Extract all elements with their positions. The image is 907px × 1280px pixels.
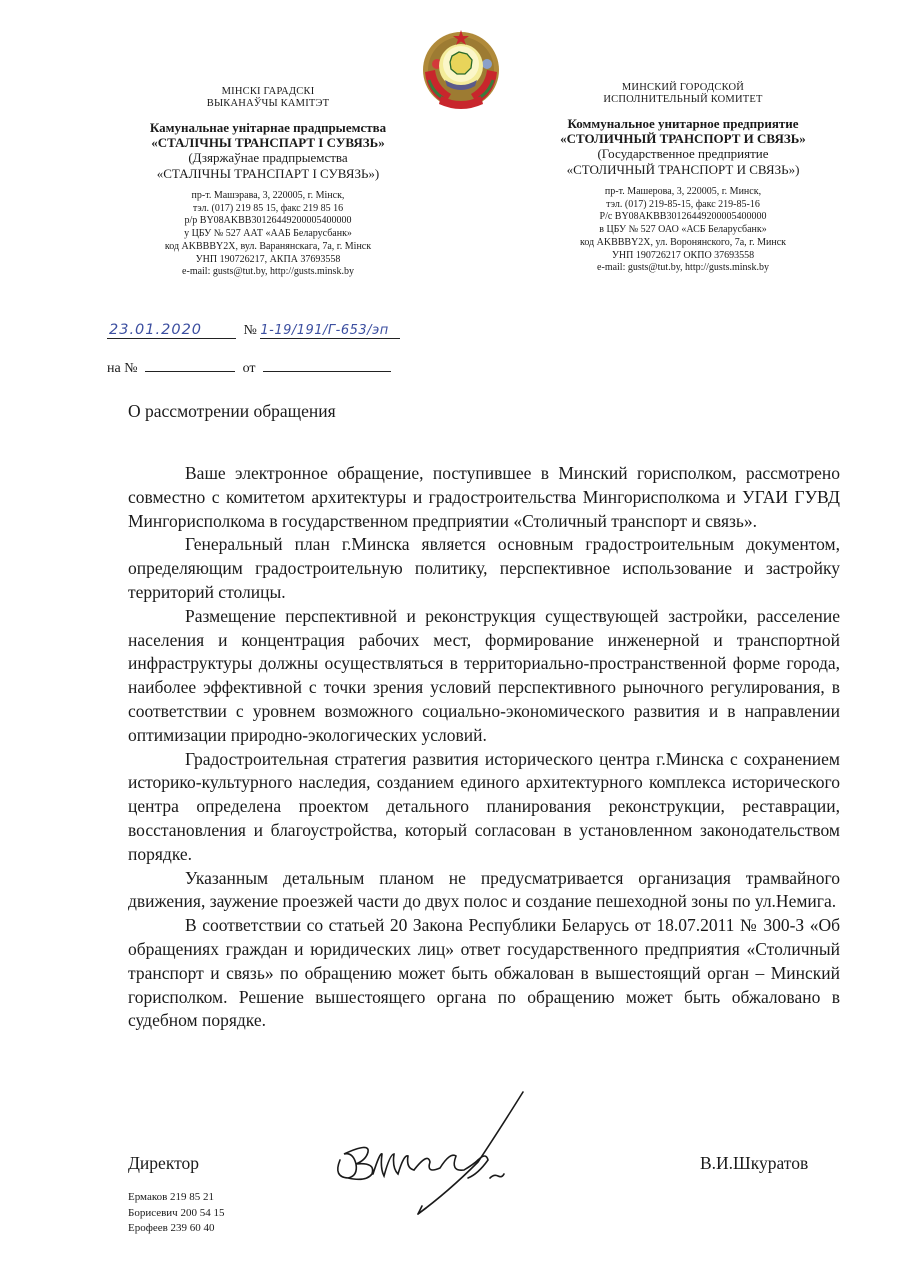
address-line: в ЦБУ № 527 ОАО «АСБ Беларусбанк»	[599, 224, 767, 236]
entity-name-line2: «СТАЛІЧНЫ ТРАНСПАРТ І СУВЯЗЬ»	[151, 135, 385, 151]
reply-date-field	[263, 357, 391, 372]
body-paragraph: Размещение перспективной и реконструкция существующей застройки, расселение населения и концентрация рабочих мест, формирование инженерной и транспортной инфраструктуры должны осуществляться в территориально-пространственной форме города, наиболее эффективной с точки зрения условий перспективного рыночного регулирования, в соответствии с уровнем возможного социально-экономического развития и в направлении оптимизации природно-экологических условий.	[128, 605, 840, 745]
registration-date: 23.01.2020	[107, 322, 236, 339]
body-paragraph: В соответствии со статьей 20 Закона Республики Беларусь от 18.07.2011 № 300-З «Об обращениях граждан и юридических лиц» ответ государственного предприятия «Столичный транспорт и связь» по обращению может быть обжалован в вышестоящий орган – Минский горисполком. Решение вышестоящего органа по обращению может быть обжаловано в судебном порядке.	[128, 915, 840, 1031]
address-line: код AKBBBY2X, ул. Воронянского, 7а, г. Минск	[579, 236, 786, 248]
signer-name: В.И.Шкуратов	[700, 1153, 809, 1173]
address-line: пр-т. Машерова, 3, 220005, г. Минск,	[604, 186, 762, 198]
address-line: УНП 190726217 ОКПО 37693558	[611, 249, 755, 261]
reply-number-field	[145, 357, 235, 372]
address-block	[523, 186, 843, 275]
contact-item: Ерофеев 239 60 40	[128, 1222, 215, 1234]
handwritten-signature-icon	[318, 1082, 548, 1222]
body-paragraph: Указанным детальным планом не предусматривается организация трамвайного движения, заужение проезжей части до двух полос и создание пешеходной зоны по ул.Немига.	[128, 867, 840, 912]
reply-from-label: от	[242, 361, 256, 376]
address-line: тэл. (017) 219 85 15, факс 219 85 16	[192, 202, 344, 214]
entity-name-line1: Коммунальное унитарное предприятие	[567, 115, 799, 131]
address-line: Р/с BY08AKBB30126449200005400000	[599, 211, 767, 223]
body-paragraph: Градостроительная стратегия развития исторического центра г.Минска с сохранением историко-культурного наследия, созданием единого архитектурного комплекса исторического центра определена проектом детального планирования реконструкции, реставрации, восстановления и благоустройства, который согласован в установленном законодательством порядке.	[128, 748, 840, 864]
org-name-line2: ВЫКАНАЎЧЫ КАМІТЭТ	[206, 98, 330, 110]
contact-item: Борисевич 200 54 15	[128, 1206, 225, 1219]
belarus-coat-of-arms-icon	[417, 24, 505, 112]
entity-sub-line2: «СТАЛІЧНЫ ТРАНСПАРТ І СУВЯЗЬ»)	[156, 165, 380, 181]
org-name-line1: МИНСКИЙ ГОРОДСКОЙ	[621, 82, 745, 93]
address-line: код AKBBBY2X, вул. Варанянскага, 7а, г. Мінск	[164, 240, 372, 252]
contact-item: Ермаков 219 85 21	[128, 1191, 215, 1203]
entity-name-line1: Камунальнае унітарнае прадпрыемства	[149, 119, 387, 135]
address-line: e-mail: gusts@tut.by, http://gusts.minsk.by	[182, 266, 354, 278]
entity-sub-line1: (Дзяржаўнае прадпрыемства	[188, 150, 348, 166]
entity-sub-line1: (Государственное предприятие	[597, 146, 769, 162]
address-line: р/р BY08AKBB30126449200005400000	[184, 215, 352, 227]
address-line: e-mail: gusts@tut.by, http://gusts.minsk.by	[597, 262, 769, 274]
org-name-line1: МІНСКІ ГАРАДСКІ	[221, 86, 315, 97]
reply-reference-line	[107, 357, 391, 377]
address-line: у ЦБУ № 527 ААТ «ААБ Беларусбанк»	[184, 228, 352, 240]
address-line: тэл. (017) 219-85-15, факс 219-85-16	[606, 198, 760, 210]
header-right	[523, 82, 843, 275]
address-line: пр-т. Машэрава, 3, 220005, г. Мінск,	[191, 190, 345, 202]
entity-sub-line2: «СТОЛИЧНЫЙ ТРАНСПОРТ И СВЯЗЬ»)	[566, 161, 800, 177]
reply-number-label: на №	[107, 361, 138, 376]
body-paragraph: Генеральный план г.Минска является основным градостроительным документом, определяющим градостроительную политику, перспективное использование и застройку территорий столицы.	[128, 534, 840, 602]
address-line: УНП 190726217, АКПА 37693558	[195, 253, 341, 265]
contacts-list	[128, 1190, 224, 1237]
entity-name-line2: «СТОЛИЧНЫЙ ТРАНСПОРТ И СВЯЗЬ»	[560, 131, 806, 147]
letter-subject: О рассмотрении обращения	[128, 401, 336, 421]
body-paragraph: Ваше электронное обращение, поступившее в Минский горисполком, рассмотрено совместно с комитетом архитектуры и градостроительства Мингорисполкома и УГАИ ГУВД Мингорисполкома в государственном предприятии «Столичный транспорт и связь».	[128, 463, 840, 531]
header-left	[118, 86, 418, 279]
org-name-line2: ИСПОЛНИТЕЛЬНЫЙ КОМИТЕТ	[603, 94, 763, 106]
signer-position: Директор	[128, 1153, 200, 1173]
number-label: №	[243, 323, 257, 338]
registration-number: 1-19/191/Г-653/эп	[260, 323, 400, 339]
registration-line	[107, 322, 400, 339]
address-block	[118, 190, 418, 279]
letter-body	[128, 462, 840, 1033]
